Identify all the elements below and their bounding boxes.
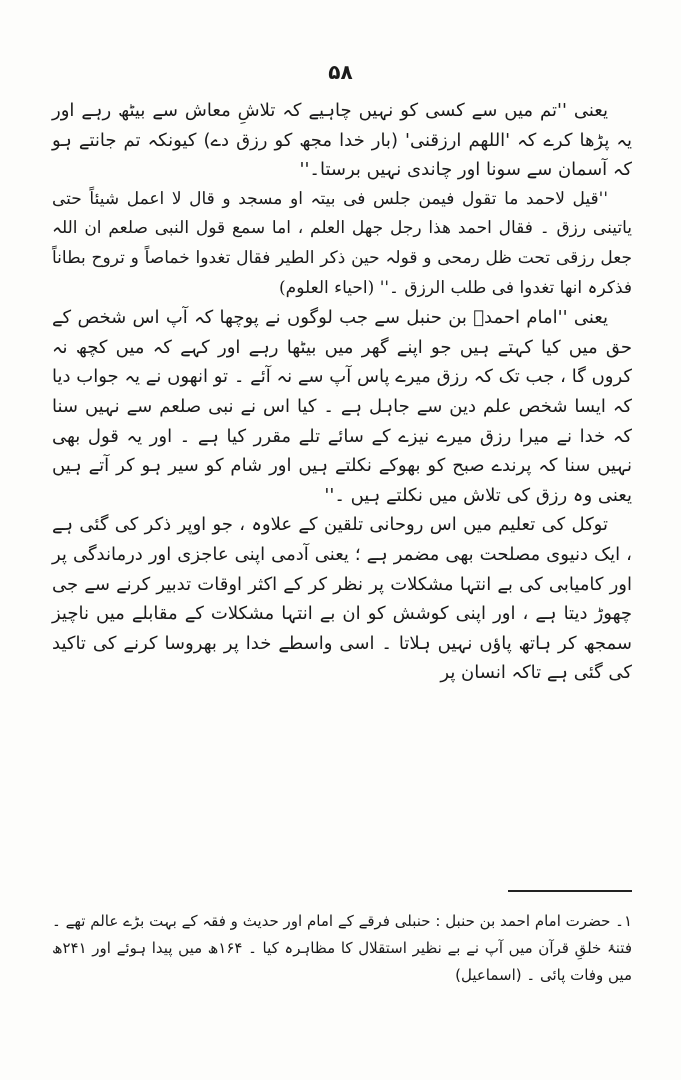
footnote [52,908,632,989]
paragraph-2: یعنی ''امام احمدؒ بن حنبل سے جب لوگوں نے پوچھا کہ آپ اس شخص کے حق میں کیا کہتے ہیں جو اپنے گھر میں بیٹھا رہے اور کہے کہ میں کچھ نہ کروں گا ، جب تک کہ رزق میرے پاس آپ سے نہ آئے ۔ تو انھوں نے یہ جواب دیا کہ ایسا شخص علم دین سے جاہل ہے ۔ کیا اس نے نبی صلعم سے نہیں سنا کہ خدا نے میرا رزق میرے نیزے کے سائے تلے مقرر کیا ہے ۔ اور یہ قول بھی نہیں سنا کہ پرندے صبح کو بھوکے نکلتے ہیں اور شام کو سیر ہو کر آتے ہیں یعنی وہ رزق کی تلاش میں نکلتے ہیں ۔'' [52,307,632,506]
body-text [52,96,632,688]
footnote-divider [508,890,632,892]
paragraph-1: یعنی ''تم میں سے کسی کو نہیں چاہیے کہ تلاشِ معاش سے بیٹھ رہے اور یہ پڑھا کرے کہ 'اللھم ارزقنی' (بار خدا مجھ کو رزق دے) کیونکہ تم جانتے ہو کہ آسمان سے سونا اور چاندی نہیں برستا۔'' [52,100,632,181]
arabic-quotation: ''قیل لاحمد ما تقول فیمن جلس فی بیتہ او مسجد و قال لا اعمل شیئاً حتی یاتینی رزق ۔ فقال احمد ھذا رجل جھل العلم ، اما سمع قول النبی صلعم ان اللہ جعل رزقی تحت ظل رمحی و قولہ حین ذکر الطیر فقال تغدوا خماصاً و تروح بطاناً فذکرہ انھا تغدوا فی طلب الرزق ۔'' (احیاء العلوم) [52,188,632,298]
paragraph-3: توکل کی تعلیم میں اس روحانی تلقین کے علاوہ ، جو اوپر ذکر کی گئی ہے ، ایک دنیوی مصلحت بھی مضمر ہے ؛ یعنی آدمی اپنی عاجزی اور درماندگی پر اور کامیابی کی بے انتہا مشکلات پر نظر کر کے اکثر اوقات تدبیر کرنے سے جی چھوڑ دیتا ہے ، اور اپنی کوشش کو ان بے انتہا مشکلات کے مقابلے میں ناچیز سمجھ کر ہاتھ پاؤں نہیں ہلاتا ۔ اسی واسطے خدا پر بھروسا کرنے کی تاکید کی گئی ہے تاکہ انسان پر [52,514,632,684]
page-number: ۵۸ [328,60,353,84]
footnote-text: ۱۔ حضرت امام احمد بن حنبل : حنبلی فرقے کے امام اور حدیث و فقہ کے بہت بڑے عالم تھے ۔ فتنۂ خلقِ قرآن میں آپ نے بے نظیر استقلال کا مظاہرہ کیا ۔ ۱۶۴ھ میں پیدا ہوئے اور ۲۴۱ھ میں وفات پائی ۔ (اسماعیل) [52,912,632,984]
